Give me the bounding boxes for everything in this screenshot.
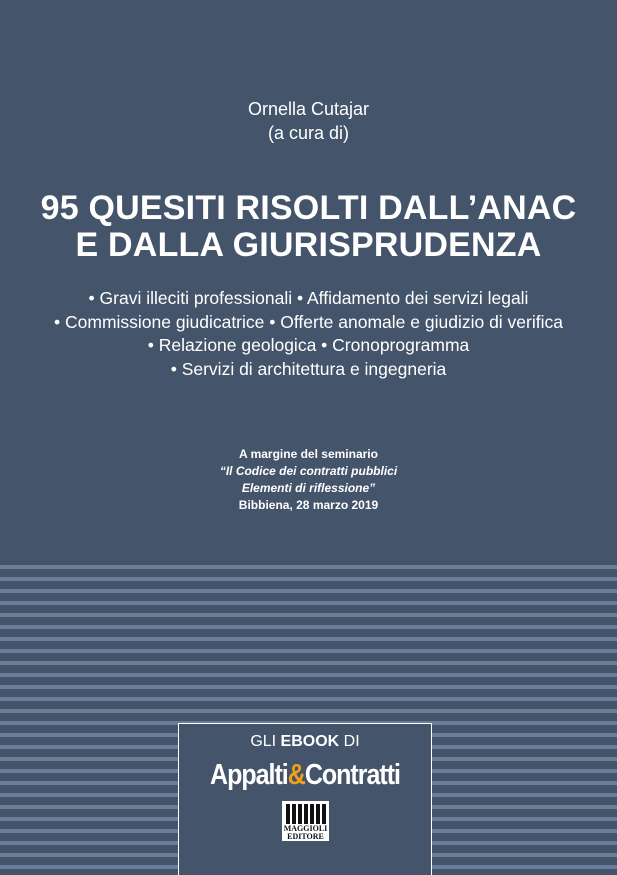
brand-part-1: Appalti (210, 758, 288, 792)
seminar-place-date: Bibbiena, 28 marzo 2019 (238, 498, 379, 512)
topic-line: • Commissione giudicatrice • Offerte anomale e giudizio di verifica (54, 311, 563, 332)
series-brand (179, 758, 431, 793)
topic-line: • Relazione geologica • Cronoprogramma (147, 335, 470, 355)
publisher-line-2: EDITORE (287, 832, 324, 841)
book-title (0, 190, 617, 264)
series-suffix: DI (339, 733, 360, 750)
publisher-line-1: MAGGIOLI (283, 824, 328, 833)
series-prefix: GLI (250, 733, 281, 750)
author-role: (a cura di) (267, 123, 350, 143)
seminar-intro: A margine del seminario (239, 447, 378, 461)
title-line-1: 95 QUESITI RISOLTI DALL’ANAC (40, 189, 577, 227)
maggioli-logo-icon (282, 801, 329, 841)
brand-part-2: Contratti (304, 758, 400, 792)
author-name: Ornella Cutajar (247, 99, 370, 119)
brand-ampersand: & (287, 758, 305, 792)
topic-line: • Servizi di architettura e ingegneria (170, 358, 447, 379)
title-line-2: E DALLA GIURISPRUDENZA (75, 226, 542, 264)
topics-list (0, 287, 617, 381)
seminar-name-2: Elementi di riflessione” (241, 481, 376, 495)
author-block (0, 97, 617, 145)
series-ebook: EBOOK (280, 733, 340, 750)
seminar-note (0, 446, 617, 514)
topic-line: • Gravi illeciti professionali • Affidamento dei servizi legali (88, 288, 529, 308)
series-label (179, 732, 431, 752)
seminar-name-1: “Il Codice dei contratti pubblici (219, 464, 398, 478)
series-badge (178, 723, 432, 875)
